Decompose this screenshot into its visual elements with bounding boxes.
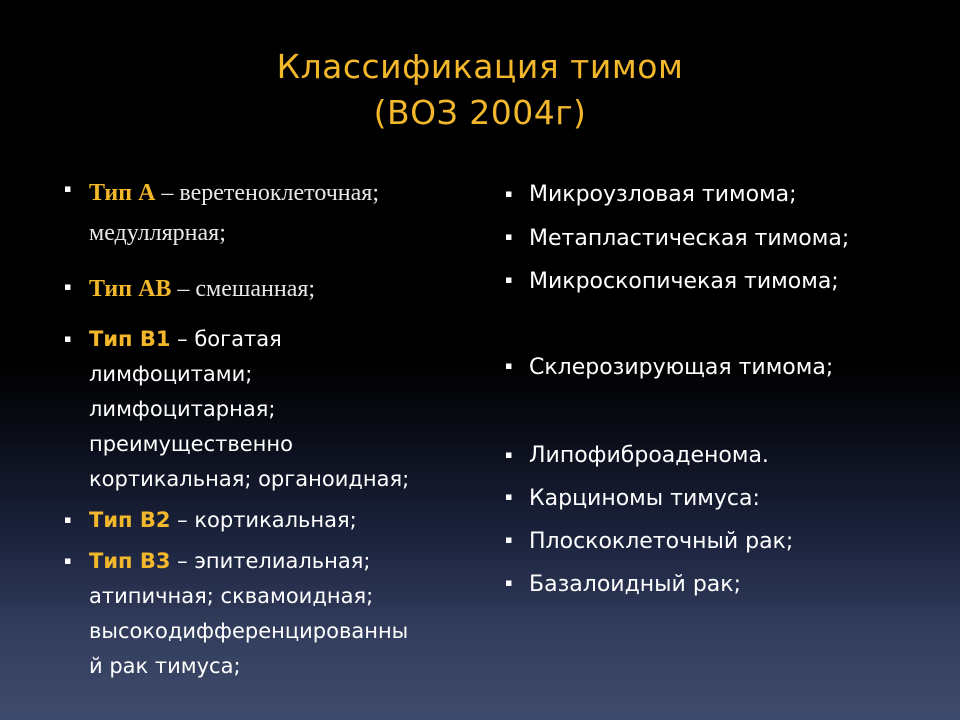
list-item: Карциномы тимуса: bbox=[529, 486, 760, 511]
title-line-1: Классификация тимом bbox=[276, 47, 684, 86]
bullet-icon: ▪ bbox=[505, 448, 513, 461]
list-item: Склерозирующая тимома; bbox=[529, 355, 834, 380]
type-description-line: атипичная; сквамоидная; bbox=[89, 584, 374, 608]
list-item: Микроскопичекая тимома; bbox=[529, 269, 839, 294]
list-item-type-a bbox=[89, 176, 379, 210]
bullet-icon: ▪ bbox=[505, 533, 513, 546]
bullet-icon: ▪ bbox=[505, 359, 513, 372]
slide-title bbox=[0, 44, 960, 136]
type-description: – веретеноклеточная; bbox=[155, 180, 379, 206]
list-item: Плоскоклеточный рак; bbox=[529, 529, 794, 554]
type-label: Тип В1 bbox=[89, 327, 171, 351]
bullet-icon: ▪ bbox=[64, 182, 72, 195]
list-item-type-ab bbox=[89, 272, 315, 306]
bullet-icon: ▪ bbox=[64, 554, 72, 567]
list-item-type-b3 bbox=[89, 544, 370, 578]
type-label: Тип А bbox=[89, 180, 156, 206]
bullet-icon: ▪ bbox=[64, 280, 72, 293]
type-description-line: кортикальная; органоидная; bbox=[89, 467, 410, 491]
list-item-type-b1 bbox=[89, 322, 282, 356]
bullet-icon: ▪ bbox=[64, 513, 72, 526]
type-label: Тип В2 bbox=[89, 508, 171, 532]
bullet-icon: ▪ bbox=[505, 273, 513, 286]
list-item: Липофиброаденома. bbox=[529, 443, 769, 468]
list-item: Метапластическая тимома; bbox=[529, 226, 850, 251]
bullet-icon: ▪ bbox=[505, 490, 513, 503]
type-description: – смешанная; bbox=[171, 276, 316, 302]
type-label: Тип В3 bbox=[89, 549, 171, 573]
list-item: Микроузловая тимома; bbox=[529, 182, 797, 207]
type-description-line: высокодифференцированны bbox=[89, 619, 409, 643]
type-description: – кортикальная; bbox=[170, 508, 357, 532]
type-description-line: преимущественно bbox=[89, 432, 293, 456]
type-description: – эпителиальная; bbox=[170, 549, 371, 573]
list-item: Базалоидный рак; bbox=[529, 572, 741, 597]
type-description: – богатая bbox=[170, 327, 282, 351]
type-description-line: лимфоцитарная; bbox=[89, 397, 276, 421]
list-item-type-b2 bbox=[89, 503, 357, 537]
bullet-icon: ▪ bbox=[505, 187, 513, 200]
type-description-line: й рак тимуса; bbox=[89, 654, 241, 678]
type-description-line: медуллярная; bbox=[89, 220, 226, 246]
type-description-line: лимфоцитами; bbox=[89, 362, 253, 386]
bullet-icon: ▪ bbox=[505, 230, 513, 243]
bullet-icon: ▪ bbox=[64, 332, 72, 345]
type-label: Тип АВ bbox=[89, 276, 172, 302]
title-line-2: (ВОЗ 2004г) bbox=[373, 93, 587, 132]
bullet-icon: ▪ bbox=[505, 576, 513, 589]
